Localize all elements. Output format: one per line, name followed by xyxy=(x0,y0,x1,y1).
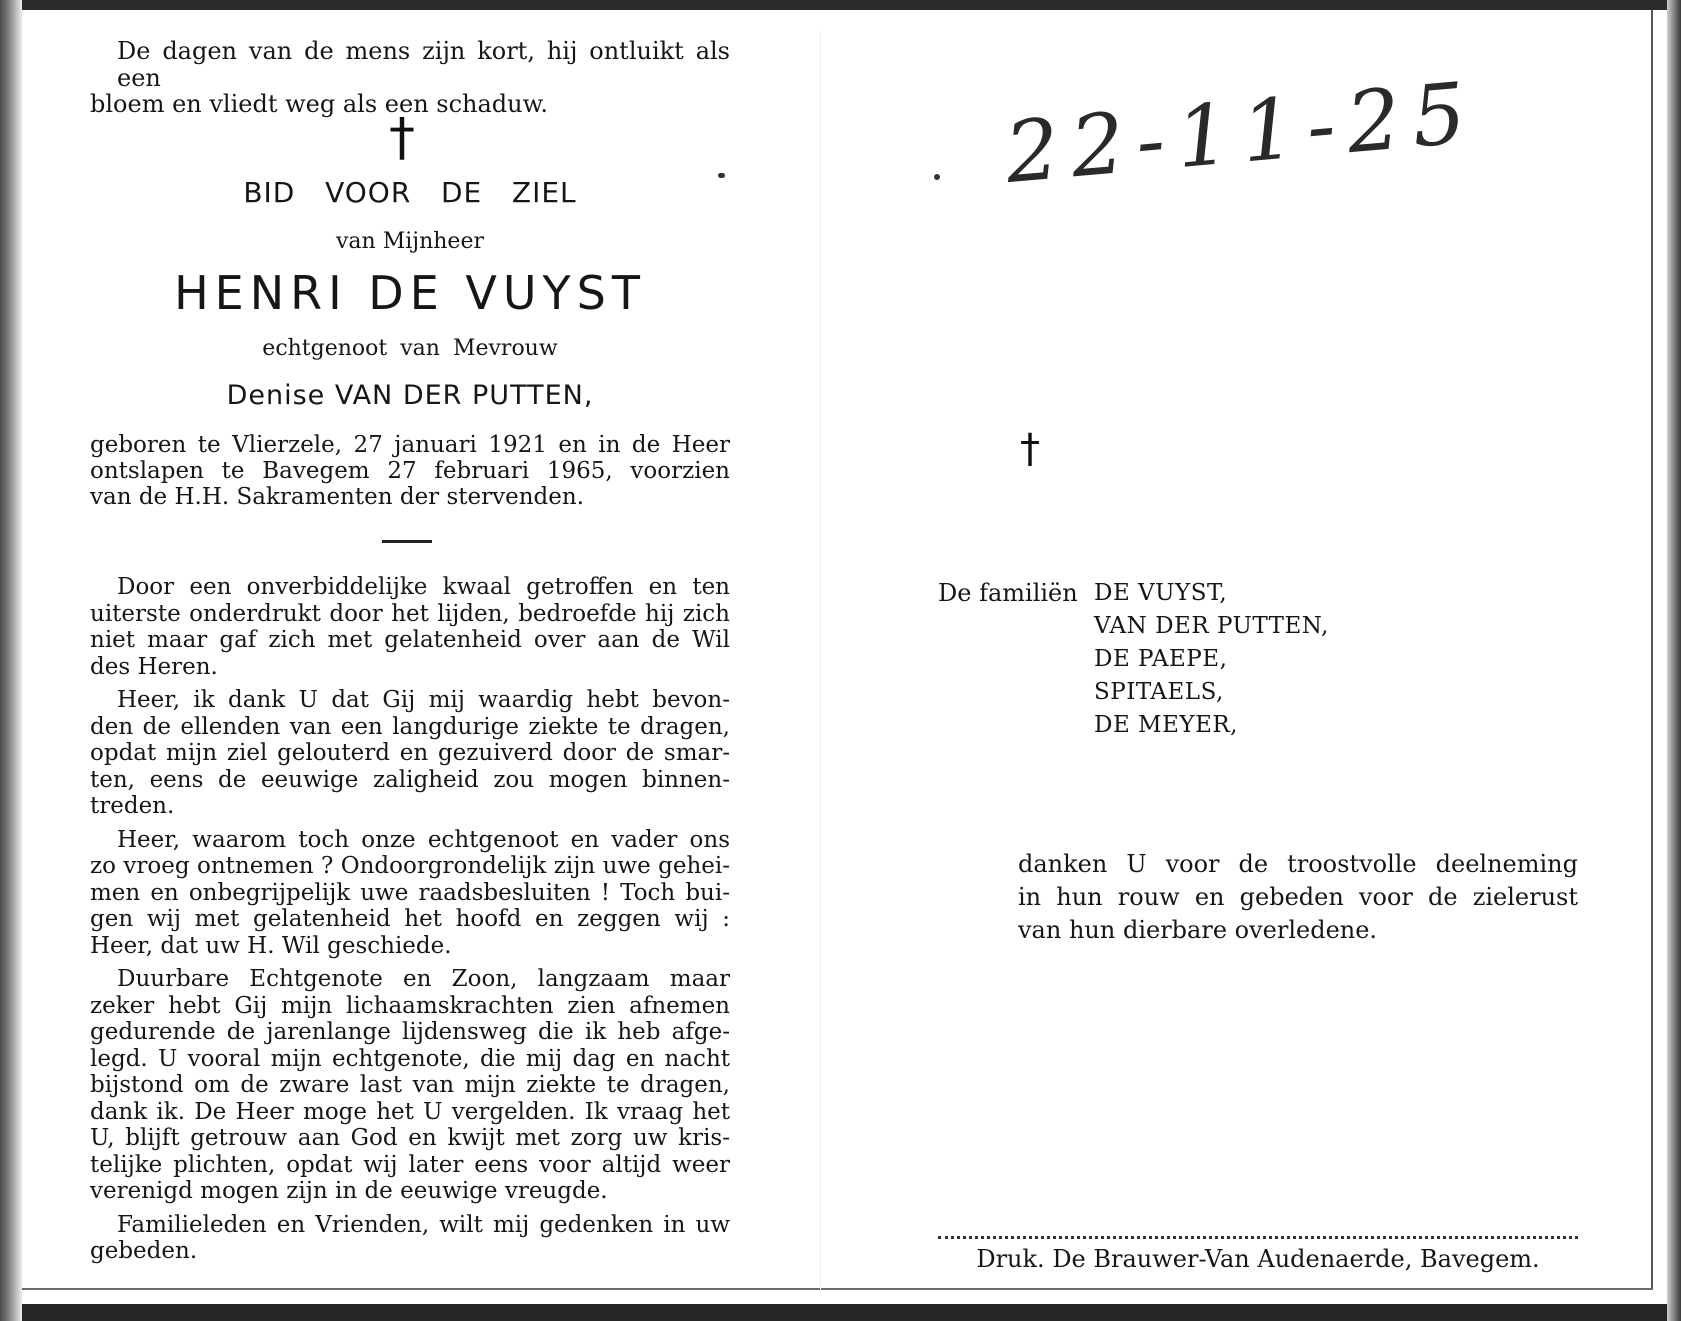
paragraph-line: zo vroeg ontnemen ? Ondoorgrondelijk zijn uwe gehei- xyxy=(90,853,730,879)
paragraph xyxy=(90,1212,730,1265)
deceased-name: HENRI DE VUYST xyxy=(174,266,646,320)
details-line: ontslapen te Bavegem 27 februari 1965, voorzien xyxy=(90,458,730,484)
scan-border-right xyxy=(1667,0,1681,1321)
motto-line: bloem en vliedt weg als een schaduw. xyxy=(90,90,548,118)
scan-border-left xyxy=(0,0,22,1321)
family-name: DE MEYER, xyxy=(1094,712,1238,738)
motto-line: De dagen van de mens zijn kort, hij ontluikt als een xyxy=(117,37,730,92)
thanks-line: in hun rouw en gebeden voor de zielerust xyxy=(1018,883,1578,911)
paragraph-line: verenigd mogen zijn in de eeuwige vreugde. xyxy=(90,1178,608,1204)
family-name: DE VUYST, xyxy=(1094,580,1228,606)
prayer-heading: BID VOOR DE ZIEL xyxy=(243,176,577,209)
paragraph-line: Heer, ik dank U dat Gij mij waardig hebt bevon- xyxy=(117,687,730,713)
spouse-name: Denise VAN DER PUTTEN, xyxy=(226,380,594,411)
birth-death-details xyxy=(90,432,730,510)
paragraph-line: telijke plichten, opdat wij later eens voor altijd weer xyxy=(90,1151,730,1178)
separator-rule xyxy=(382,540,432,543)
title-prefix: van Mijnheer xyxy=(336,229,484,254)
family-name: VAN DER PUTTEN, xyxy=(1094,613,1329,639)
ink-speck xyxy=(718,173,725,178)
paragraph-line: Heer, dat uw H. Wil geschiede. xyxy=(90,932,452,959)
handwritten-date: 22-11-25 xyxy=(1001,63,1482,202)
dotted-rule xyxy=(938,1236,1578,1239)
paragraph-line: des Heren. xyxy=(90,653,218,680)
cross-icon: † xyxy=(389,108,415,168)
paragraph xyxy=(90,966,730,1205)
scan-border-bottom xyxy=(0,1304,1681,1321)
card-edge-bottom xyxy=(22,1288,1653,1290)
motto xyxy=(90,37,730,118)
paragraph-line: men en onbegrijpelijk uwe raadsbesluiten ! Toch bui- xyxy=(90,879,730,906)
thanks-line: van hun dierbare overledene. xyxy=(1018,916,1378,944)
details-line: geboren te Vlierzele, 27 januari 1921 en in de Heer xyxy=(90,432,730,458)
paragraph-line: legd. U vooral mijn echtgenote, die mij dag en nacht xyxy=(90,1045,730,1072)
families-list xyxy=(1094,577,1329,742)
details-line: van de H.H. Sakramenten der stervenden. xyxy=(90,484,585,510)
card-fold xyxy=(820,30,821,1290)
paragraph xyxy=(90,687,730,820)
paragraph-line: uiterste onderdrukt door het lijden, bedroefde hij zich xyxy=(90,600,730,627)
paragraph-line: bijstond om de zware last van mijn ziekte te dragen, xyxy=(90,1072,730,1098)
paragraph-line: Heer, waarom toch onze echtgenoot en vader ons xyxy=(117,826,730,853)
paragraph-line: den de ellenden van een langdurige ziekte te dragen, xyxy=(90,713,730,740)
paragraph-line: Duurbare Echtgenote en Zoon, langzaam maar xyxy=(117,966,730,992)
scan-border-top xyxy=(0,0,1681,10)
family-name: DE PAEPE, xyxy=(1094,646,1228,672)
thanks-message xyxy=(1018,848,1578,947)
paragraph-line: Door een onverbiddelijke kwaal getroffen en ten xyxy=(117,574,730,600)
paragraph-line: opdat mijn ziel gelouterd en gezuiverd door de smar- xyxy=(90,740,730,766)
card-edge-right xyxy=(1651,10,1653,1290)
paragraph xyxy=(90,827,730,960)
cross-icon: † xyxy=(1020,426,1040,472)
paragraph-line: treden. xyxy=(90,793,175,819)
spouse-prefix: echtgenoot van Mevrouw xyxy=(262,336,558,361)
paragraph xyxy=(90,574,730,680)
ink-speck xyxy=(934,174,940,180)
paragraph-line: gen wij met gelatenheid het hoofd en zeggen wij : xyxy=(90,906,730,932)
family-name: SPITAELS, xyxy=(1094,679,1224,705)
paragraph-line: gebeden. xyxy=(90,1238,198,1264)
paragraph-line: gedurende de jarenlange lijdensweg die ik heb afge- xyxy=(90,1019,730,1045)
families-prefix: De familiën xyxy=(938,579,1078,607)
paragraph-line: dank ik. De Heer moge het U vergelden. Ik vraag het xyxy=(90,1098,730,1125)
paragraph-line: U, blijft getrouw aan God en kwijt met zorg uw kris- xyxy=(90,1125,730,1151)
printer-credit: Druk. De Brauwer-Van Audenaerde, Bavegem. xyxy=(976,1245,1540,1273)
paragraph-line: ten, eens de eeuwige zaligheid zou mogen binnen- xyxy=(90,766,730,793)
paragraph-line: zeker hebt Gij mijn lichaamskrachten zien afnemen xyxy=(90,992,730,1019)
paragraph-line: Familieleden en Vrienden, wilt mij gedenken in uw xyxy=(117,1211,730,1238)
paragraph-line: niet maar gaf zich met gelatenheid over aan de Wil xyxy=(90,627,730,653)
text-body xyxy=(90,574,730,1265)
thanks-line: danken U voor de troostvolle deelneming xyxy=(1018,850,1578,878)
